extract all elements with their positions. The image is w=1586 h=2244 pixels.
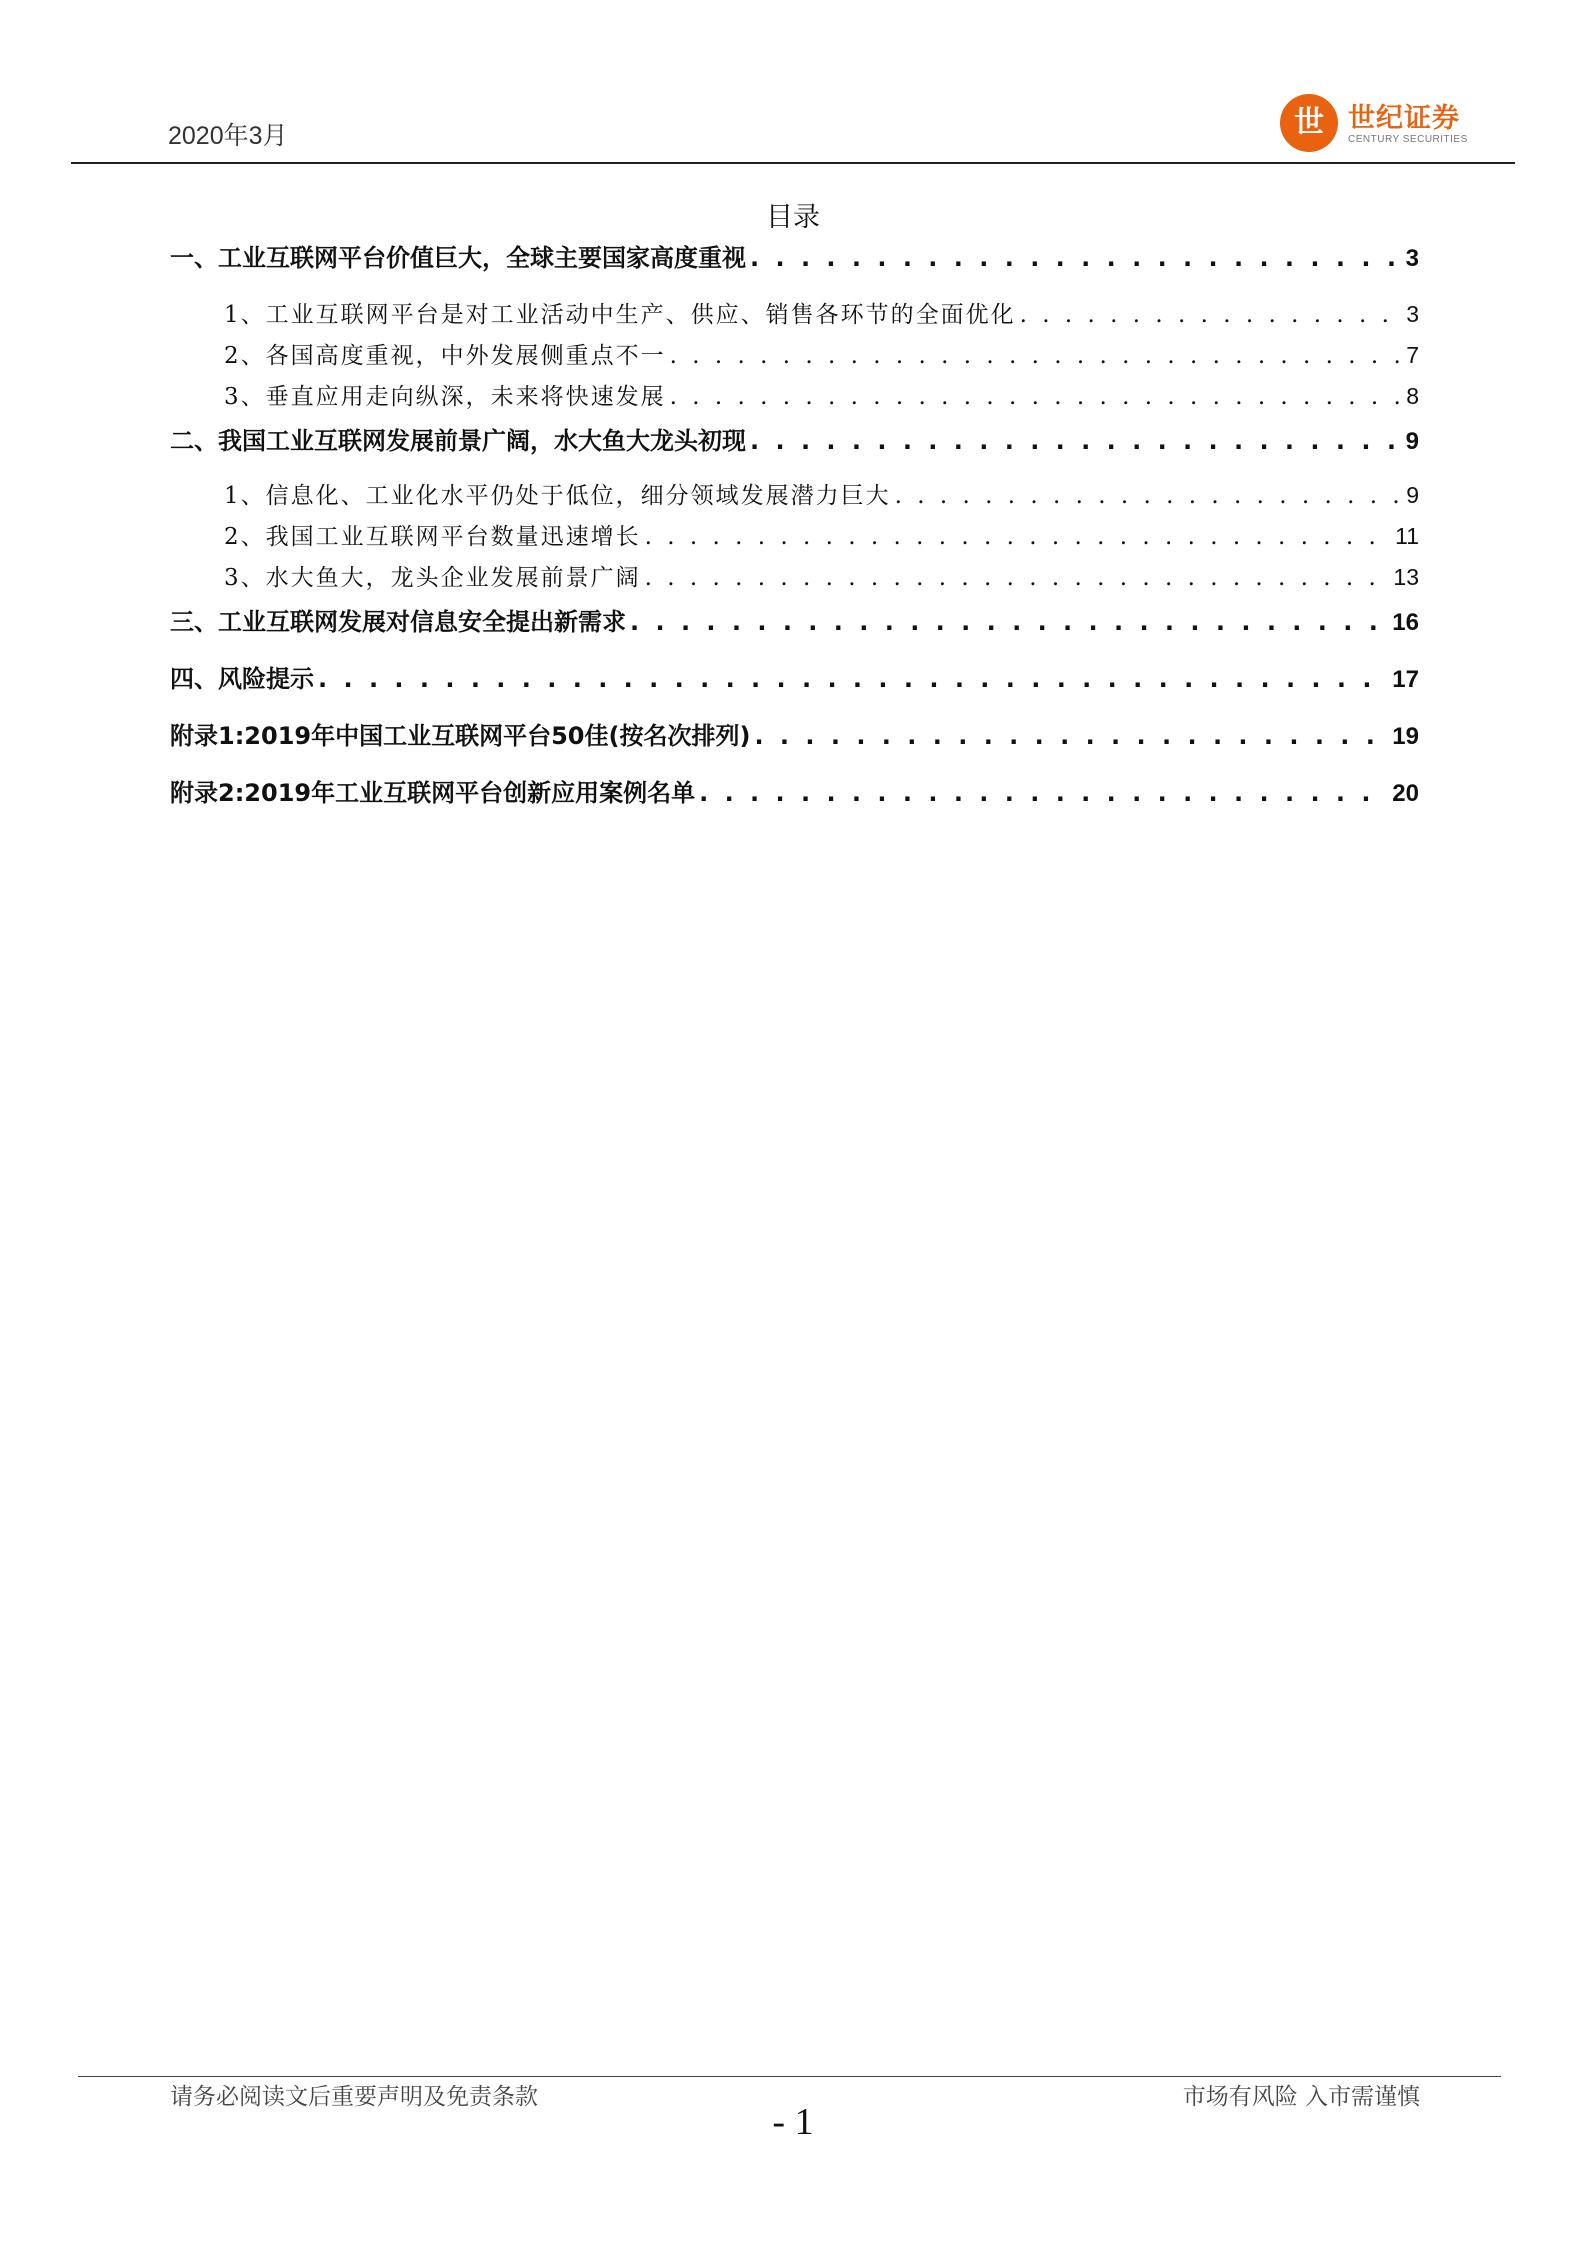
toc-entry-page: 3 — [1406, 301, 1419, 327]
company-logo — [1280, 92, 1470, 156]
toc-dot-leader — [750, 244, 1402, 272]
toc-entry-label: 三、工业互联网发展对信息安全提出新需求 — [170, 608, 626, 636]
toc-entry-label: 附录1:2019年中国工业互联网平台50佳(按名次排列) — [170, 722, 751, 750]
logo-mark-icon: 世 — [1280, 94, 1338, 152]
toc-dot-leader — [699, 779, 1388, 807]
toc-entry[interactable] — [224, 559, 1419, 592]
toc-entry-label: 1、工业互联网平台是对工业活动中生产、供应、销售各环节的全面优化 — [224, 302, 1016, 328]
header-divider — [71, 162, 1515, 164]
toc-entry-label: 3、垂直应用走向纵深，未来将快速发展 — [224, 384, 666, 410]
toc-entry[interactable] — [170, 602, 1419, 637]
toc-title: 目录 — [766, 202, 820, 233]
report-date: 2020年3月 — [168, 122, 288, 150]
toc-dot-leader — [670, 343, 1403, 369]
toc-entry[interactable] — [224, 518, 1419, 551]
toc-entry-page: 8 — [1406, 383, 1419, 409]
toc-dot-leader — [630, 608, 1388, 636]
toc-entry[interactable] — [170, 421, 1419, 456]
toc-dot-leader — [754, 722, 1388, 750]
toc-entry-label: 四、风险提示 — [170, 665, 314, 693]
toc-entry-label: 二、我国工业互联网发展前景广阔，水大鱼大龙头初现 — [170, 427, 746, 455]
toc-entry-page: 7 — [1406, 342, 1419, 368]
toc-dot-leader — [645, 524, 1391, 550]
toc-entry-page: 20 — [1392, 780, 1419, 807]
toc-dot-leader — [670, 384, 1403, 410]
toc-entry[interactable] — [224, 296, 1419, 329]
toc-entry-page: 19 — [1392, 723, 1419, 750]
toc-dot-leader — [750, 427, 1402, 455]
toc-dot-leader — [1020, 302, 1403, 328]
toc-entry-page: 11 — [1395, 523, 1419, 549]
logo-cn: 世纪证券 — [1348, 103, 1460, 134]
toc-entry-page: 3 — [1405, 245, 1419, 272]
toc-entry-label: 1、信息化、工业化水平仍处于低位，细分领域发展潜力巨大 — [224, 483, 891, 509]
toc-entry-page: 9 — [1406, 482, 1419, 508]
toc-entry[interactable] — [224, 378, 1419, 411]
footer-disclaimer: 请务必阅读文后重要声明及免责条款 — [170, 2084, 538, 2110]
toc-entry[interactable] — [224, 477, 1419, 510]
logo-en: CENTURY SECURITIES — [1348, 134, 1468, 145]
toc-entry-label: 2、各国高度重视，中外发展侧重点不一 — [224, 343, 666, 369]
toc-entry[interactable] — [170, 716, 1419, 751]
toc-entry[interactable] — [224, 337, 1419, 370]
toc-entry-label: 附录2:2019年工业互联网平台创新应用案例名单 — [170, 779, 696, 807]
toc-entry-page: 17 — [1392, 666, 1419, 693]
toc-entry[interactable] — [170, 238, 1419, 273]
toc-entry-label: 一、工业互联网平台价值巨大，全球主要国家高度重视 — [170, 244, 746, 272]
toc-entry[interactable] — [170, 659, 1419, 694]
page-number: - 1 — [772, 2101, 814, 2143]
toc-dot-leader — [318, 665, 1388, 693]
toc-entry-label: 3、水大鱼大，龙头企业发展前景广阔 — [224, 565, 641, 591]
toc-entry-page: 13 — [1393, 564, 1419, 590]
footer-risk-warning: 市场有风险 入市需谨慎 — [1182, 2084, 1420, 2110]
toc-entry-label: 2、我国工业互联网平台数量迅速增长 — [224, 524, 641, 550]
toc-entry-page: 9 — [1405, 428, 1419, 455]
toc-dot-leader — [895, 483, 1403, 509]
toc-dot-leader — [645, 565, 1390, 591]
toc-entry[interactable] — [170, 773, 1419, 808]
footer-divider — [78, 2076, 1501, 2077]
toc-entry-page: 16 — [1392, 609, 1419, 636]
